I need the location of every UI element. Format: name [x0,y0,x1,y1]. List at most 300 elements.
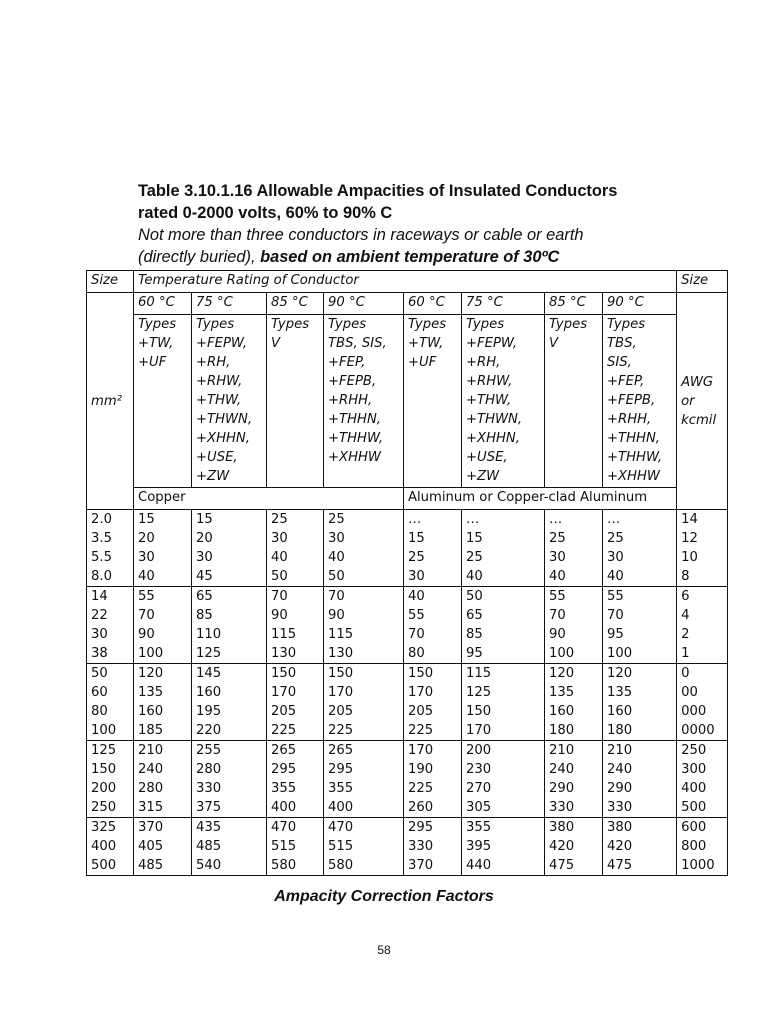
cell-value: 5.5 [91,550,112,565]
ampacity-cell [404,510,462,587]
conductor-type-label: Types [549,317,588,332]
ampacity-cell [462,741,545,818]
conductor-type-label: +XHHN, [466,431,520,446]
conductor-type-label: Types [466,317,505,332]
conductor-types-cell [192,315,267,488]
ampacity-cell [603,741,677,818]
cell-value: 90 [138,627,155,642]
subtitle-part-a: (directly buried), [138,248,261,266]
ampacity-cell [462,664,545,741]
cell-value: 240 [138,762,164,777]
ampacity-cell [603,664,677,741]
awg-label: AWG [681,374,714,390]
page-number: 58 [377,943,391,957]
temp-header-cell: 60 °C [134,293,192,315]
table-heading [138,180,698,268]
conductor-type-label: TBS, SIS, [328,336,387,351]
cell-value: 0000 [681,723,715,738]
conductor-type-label: Types [138,317,177,332]
conductor-type-label: V [549,336,559,351]
cell-value: 515 [271,839,297,854]
cell-value: 250 [681,743,707,758]
conductor-types-cell [545,315,603,488]
cell-value: 220 [196,723,222,738]
cell-value: 800 [681,839,707,854]
conductor-type-label: +RH, [466,355,501,370]
copper-header: Copper [134,488,404,510]
size-header-left: Size [87,271,134,293]
size-awg-cell [677,741,728,818]
cell-value: 500 [91,858,117,873]
cell-value: 30 [607,550,624,565]
ampacity-cell [267,818,324,876]
conductor-type-label: +ZW [466,469,500,484]
cell-value: 65 [466,608,483,623]
cell-value: 70 [328,589,345,604]
size-header-right: Size [677,271,728,293]
size-mm2-cell [87,818,134,876]
temp-header-cell: 90 °C [324,293,404,315]
awg-unit-cell [677,293,728,510]
cell-value: 120 [549,666,575,681]
cell-value: 70 [138,608,155,623]
ampacity-cell [603,818,677,876]
conductor-type-label: Types [271,317,310,332]
cell-value: 115 [328,627,354,642]
cell-value: 4 [681,608,690,623]
conductor-type-label: Types [328,317,367,332]
conductor-type-label: +FEPW, [196,336,248,351]
cell-value: 150 [408,666,434,681]
cell-value: 180 [549,723,575,738]
cell-value: 330 [607,800,633,815]
ampacity-cell [267,664,324,741]
cell-value: 330 [408,839,434,854]
cell-value: … [466,512,480,527]
cell-value: 90 [549,627,566,642]
table-row [87,741,728,818]
ampacity-cell [192,664,267,741]
cell-value: 210 [549,743,575,758]
ampacity-cell [134,510,192,587]
table-row [87,587,728,664]
cell-value: 50 [466,589,483,604]
conductor-type-label: +UF [408,355,437,370]
conductor-type-label: +FEP, [607,374,645,389]
cell-value: 90 [328,608,345,623]
cell-value: 160 [196,685,222,700]
cell-value: 70 [271,589,288,604]
cell-value: 8.0 [91,569,112,584]
cell-value: 135 [607,685,633,700]
ampacity-cell [404,818,462,876]
cell-value: 370 [138,820,164,835]
cell-value: 355 [328,781,354,796]
cell-value: 25 [607,531,624,546]
conductor-types-cell [404,315,462,488]
conductor-type-label: +RHW, [466,374,513,389]
cell-value: 205 [271,704,297,719]
cell-value: 25 [466,550,483,565]
ampacity-cell [192,510,267,587]
cell-value: 180 [607,723,633,738]
cell-value: 2.0 [91,512,112,527]
conductor-type-label: +USE, [466,450,508,465]
cell-value: 55 [549,589,566,604]
ampacity-cell [267,741,324,818]
size-awg-cell [677,510,728,587]
cell-value: 25 [549,531,566,546]
cell-value: 22 [91,608,108,623]
cell-value: 135 [138,685,164,700]
table-title-line-1: Table 3.10.1.16 Allowable Ampacities of Insulated Conductors [138,182,618,200]
cell-value: 80 [91,704,108,719]
ampacity-cell [192,587,267,664]
cell-value: 475 [549,858,575,873]
cell-value: 540 [196,858,222,873]
cell-value: 265 [328,743,354,758]
cell-value: 420 [549,839,575,854]
cell-value: 225 [328,723,354,738]
size-awg-cell [677,818,728,876]
conductor-type-label: +FEP, [328,355,366,370]
ampacity-cell [462,587,545,664]
conductor-type-label: +FEPB, [607,393,656,408]
cell-value: 440 [466,858,492,873]
ampacity-cell [324,587,404,664]
cell-value: 260 [408,800,434,815]
cell-value: 580 [328,858,354,873]
conductor-type-label: Types [408,317,447,332]
cell-value: 30 [328,531,345,546]
cell-value: 315 [138,800,164,815]
conductor-type-label: +FEPW, [466,336,518,351]
cell-value: 580 [271,858,297,873]
header-row-types [87,315,728,488]
ampacity-cell [324,664,404,741]
cell-value: 14 [681,512,698,527]
cell-value: 40 [466,569,483,584]
cell-value: 160 [607,704,633,719]
cell-value: 170 [466,723,492,738]
cell-value: 115 [271,627,297,642]
cell-value: 00 [681,685,698,700]
cell-value: 295 [271,762,297,777]
cell-value: 30 [549,550,566,565]
cell-value: 515 [328,839,354,854]
ampacity-cell [404,741,462,818]
cell-value: 40 [549,569,566,584]
ampacity-cell [545,741,603,818]
cell-value: 15 [196,512,213,527]
cell-value: 205 [328,704,354,719]
conductor-type-label: TBS, [607,336,637,351]
ampacity-cell [267,510,324,587]
temp-header-cell: 60 °C [404,293,462,315]
cell-value: 15 [408,531,425,546]
conductor-types-cell [134,315,192,488]
cell-value: 50 [271,569,288,584]
cell-value: 290 [607,781,633,796]
cell-value: 265 [271,743,297,758]
conductor-type-label: +XHHN, [196,431,250,446]
size-mm2-cell [87,510,134,587]
conductor-type-label: +RHH, [328,393,373,408]
conductor-type-label: Types [607,317,646,332]
cell-value: 14 [91,589,108,604]
cell-value: … [549,512,563,527]
cell-value: 400 [328,800,354,815]
cell-value: 170 [408,685,434,700]
conductor-type-label: +ZW [196,469,230,484]
ampacity-cell [324,818,404,876]
cell-value: 8 [681,569,690,584]
temp-header-cell: 85 °C [545,293,603,315]
cell-value: 170 [408,743,434,758]
cell-value: 230 [466,762,492,777]
header-row-material [87,488,728,510]
cell-value: 1 [681,646,690,661]
cell-value: 210 [138,743,164,758]
cell-value: 145 [196,666,222,681]
cell-value: 30 [138,550,155,565]
cell-value: 185 [138,723,164,738]
conductor-type-label: +FEPB, [328,374,377,389]
cell-value: 0 [681,666,690,681]
temperature-rating-header: Temperature Rating of Conductor [134,271,677,293]
cell-value: 135 [549,685,575,700]
correction-factors-caption: Ampacity Correction Factors [274,888,494,905]
table-subtitle-line-1: Not more than three conductors in raceways or cable or earth [138,226,584,244]
cell-value: 150 [91,762,117,777]
table-row [87,664,728,741]
ampacity-cell [404,664,462,741]
cell-value: 15 [466,531,483,546]
cell-value: 40 [328,550,345,565]
cell-value: 130 [328,646,354,661]
ampacity-cell [603,587,677,664]
cell-value: 30 [91,627,108,642]
cell-value: 160 [549,704,575,719]
cell-value: 190 [408,762,434,777]
ampacity-cell [324,510,404,587]
cell-value: 65 [196,589,213,604]
cell-value: 50 [328,569,345,584]
cell-value: 38 [91,646,108,661]
conductor-types-cell [324,315,404,488]
cell-value: … [607,512,621,527]
cell-value: 305 [466,800,492,815]
conductor-types-cell [603,315,677,488]
ampacity-cell [134,741,192,818]
cell-value: 50 [91,666,108,681]
conductor-type-label: V [271,336,281,351]
cell-value: 420 [607,839,633,854]
cell-value: 2 [681,627,690,642]
conductor-type-label: +THWN, [466,412,523,427]
cell-value: 150 [328,666,354,681]
conductor-type-label: +RHW, [196,374,243,389]
cell-value: 405 [138,839,164,854]
cell-value: 90 [271,608,288,623]
cell-value: 370 [408,858,434,873]
cell-value: 40 [607,569,624,584]
cell-value: 125 [196,646,222,661]
conductor-type-label: +RHH, [607,412,652,427]
cell-value: 330 [549,800,575,815]
ampacity-cell [134,818,192,876]
cell-value: 10 [681,550,698,565]
cell-value: 280 [196,762,222,777]
cell-value: 355 [271,781,297,796]
cell-value: 95 [607,627,624,642]
ampacity-cell [192,741,267,818]
cell-value: 485 [196,839,222,854]
cell-value: 115 [466,666,492,681]
ampacity-cell [267,587,324,664]
mm2-unit-cell: mm² [87,293,134,510]
size-awg-cell [677,587,728,664]
cell-value: 375 [196,800,222,815]
ampacity-cell [545,587,603,664]
awg-label: or [681,393,695,409]
cell-value: 45 [196,569,213,584]
ampacity-cell [192,818,267,876]
cell-value: 110 [196,627,222,642]
cell-value: 400 [91,839,117,854]
table-row [87,818,728,876]
conductor-types-cell [462,315,545,488]
temp-header-cell: 75 °C [192,293,267,315]
cell-value: 225 [408,781,434,796]
cell-value: 435 [196,820,222,835]
cell-value: 20 [196,531,213,546]
ampacity-cell [404,587,462,664]
cell-value: 195 [196,704,222,719]
cell-value: 70 [549,608,566,623]
conductor-type-label: +THWN, [196,412,253,427]
cell-value: 475 [607,858,633,873]
cell-value: 170 [328,685,354,700]
subtitle-part-b: based on ambient temperature of 30ºC [260,248,560,266]
cell-value: 120 [607,666,633,681]
cell-value: 470 [271,820,297,835]
table-title-line-2: rated 0-2000 volts, 60% to 90% C [138,204,393,222]
conductor-type-label: +RH, [196,355,231,370]
size-mm2-cell [87,587,134,664]
cell-value: 400 [271,800,297,815]
cell-value: 255 [196,743,222,758]
cell-value: 30 [196,550,213,565]
temp-header-cell: 85 °C [267,293,324,315]
table-row [87,510,728,587]
cell-value: 30 [271,531,288,546]
conductor-type-label: +USE, [196,450,238,465]
cell-value: … [408,512,422,527]
cell-value: 130 [271,646,297,661]
cell-value: 40 [271,550,288,565]
cell-value: 80 [408,646,425,661]
ampacity-table [86,270,728,876]
cell-value: 55 [408,608,425,623]
conductor-type-label: Types [196,317,235,332]
size-mm2-cell [87,664,134,741]
cell-value: 100 [91,723,117,738]
cell-value: 295 [328,762,354,777]
cell-value: 55 [138,589,155,604]
conductor-type-label: +XHHW [607,469,660,484]
cell-value: 250 [91,800,117,815]
cell-value: 270 [466,781,492,796]
ampacity-cell [462,818,545,876]
cell-value: 170 [271,685,297,700]
cell-value: 325 [91,820,117,835]
header-row-temps [87,293,728,315]
cell-value: 300 [681,762,707,777]
cell-value: 280 [138,781,164,796]
conductor-type-label: +UF [138,355,167,370]
awg-label: kcmil [681,412,717,428]
cell-value: 150 [466,704,492,719]
cell-value: 000 [681,704,707,719]
aluminum-header: Aluminum or Copper-clad Aluminum [404,488,677,510]
cell-value: 25 [328,512,345,527]
cell-value: 70 [607,608,624,623]
cell-value: 85 [466,627,483,642]
ampacity-cell [324,741,404,818]
cell-value: 470 [328,820,354,835]
cell-value: 25 [408,550,425,565]
cell-value: 55 [607,589,624,604]
cell-value: 240 [607,762,633,777]
conductor-type-label: +THHW, [328,431,384,446]
cell-value: 485 [138,858,164,873]
temp-header-cell: 75 °C [462,293,545,315]
cell-value: 200 [466,743,492,758]
cell-value: 100 [549,646,575,661]
cell-value: 400 [681,781,707,796]
ampacity-cell [134,587,192,664]
cell-value: 40 [408,589,425,604]
conductor-types-cell [267,315,324,488]
cell-value: 6 [681,589,690,604]
cell-value: 20 [138,531,155,546]
ampacity-cell [462,510,545,587]
cell-value: 330 [196,781,222,796]
ampacity-cell [545,510,603,587]
cell-value: 30 [408,569,425,584]
cell-value: 1000 [681,858,715,873]
cell-value: 40 [138,569,155,584]
ampacity-cell [134,664,192,741]
conductor-type-label: +THHN, [607,431,660,446]
cell-value: 120 [138,666,164,681]
conductor-type-label: +TW, [408,336,444,351]
header-row-1 [87,271,728,293]
cell-value: 395 [466,839,492,854]
cell-value: 225 [408,723,434,738]
cell-value: 295 [408,820,434,835]
conductor-type-label: SIS, [607,355,632,370]
cell-value: 290 [549,781,575,796]
cell-value: 12 [681,531,698,546]
conductor-type-label: +THW, [466,393,512,408]
size-mm2-cell [87,741,134,818]
table-subtitle-line-2 [138,246,698,268]
cell-value: 85 [196,608,213,623]
conductor-type-label: +XHHW [328,450,381,465]
temp-header-cell: 90 °C [603,293,677,315]
